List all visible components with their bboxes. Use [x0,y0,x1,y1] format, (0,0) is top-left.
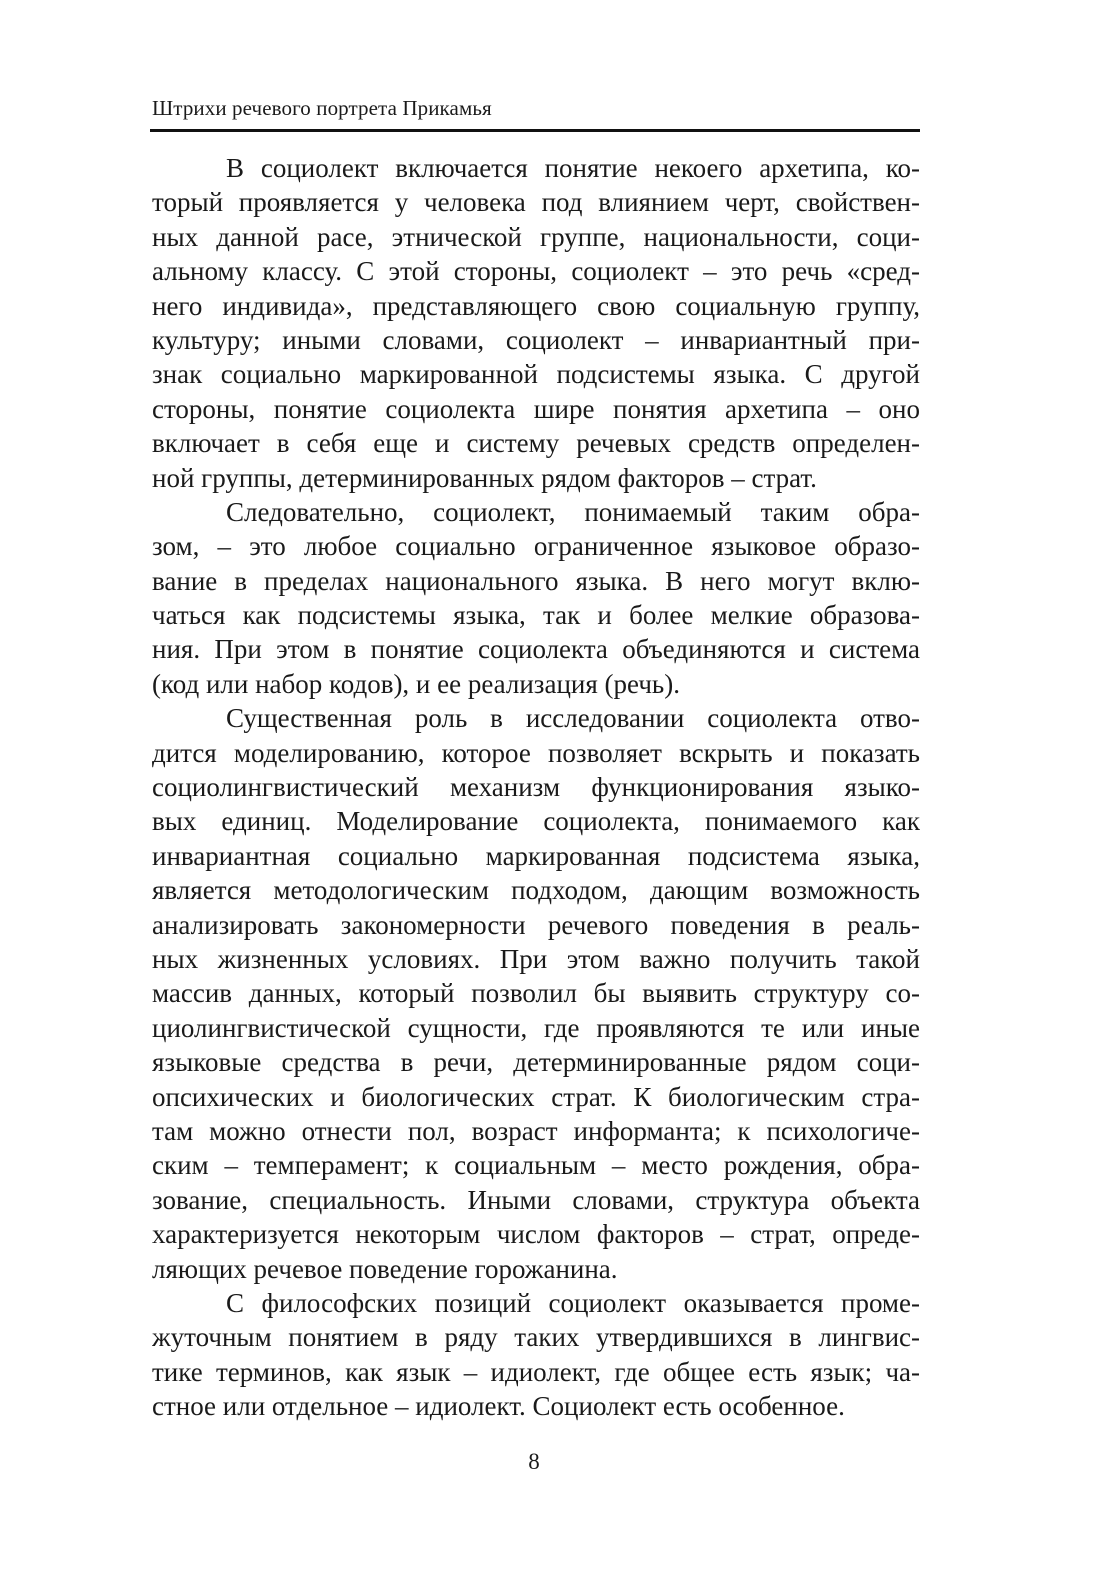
text-line: включает в себя еще и систему речевых средств определен- [152,428,920,459]
text-line: характеризуется некоторым числом факторов – страт, опреде- [152,1219,920,1250]
text-line: стороны, понятие социолекта шире понятия архетипа – оно [152,393,920,424]
text-line: анализировать закономерности речевого поведения в реаль- [152,909,920,940]
paragraph [152,1286,920,1424]
text-line: дится моделированию, которое позволяет вскрыть и показать [152,737,920,768]
page-number: 8 [528,1449,540,1474]
text-line: опсихических и биологических страт. К биологическим стра- [152,1081,920,1112]
text-line: социолингвистический механизм функционирования языко- [152,772,920,803]
text-line: ных жизненных условиях. При этом важно получить такой [152,943,920,974]
text-line: там можно отнести пол, возраст информанта; к психологиче- [152,1115,920,1146]
text-line: С философских позиций социолект оказывается проме- [226,1287,920,1318]
text-line: ных данной расе, этнической группе, национальности, соци- [152,221,920,252]
text-line: ляющих речевое поведение горожанина. [152,1253,618,1284]
text-line: зом, – это любое социально ограниченное языковое образо- [152,531,920,562]
text-line: альному классу. С этой стороны, социолект – это речь «сред- [152,256,920,287]
text-line: стное или отдельное – идиолект. Социолект есть особенное. [152,1391,845,1422]
text-line: культуру; иными словами, социолект – инвариантный при- [152,324,920,355]
text-line: тике терминов, как язык – идиолект, где общее есть язык; ча- [152,1356,920,1387]
text-line: ским – темперамент; к социальным – место рождения, обра- [152,1150,920,1181]
text-line: торый проявляется у человека под влиянием черт, свойствен- [152,187,920,218]
text-line: является методологическим подходом, дающим возможность [152,875,920,906]
text-line: Следовательно, социолект, понимаемый таким обра- [226,496,920,527]
text-line: чаться как подсистемы языка, так и более мелкие образова- [152,600,920,631]
text-line: инвариантная социально маркированная подсистема языка, [152,840,920,871]
text-line: зование, специальность. Иными словами, структура объекта [152,1184,920,1215]
text-line: вых единиц. Моделирование социолекта, понимаемого как [152,806,920,837]
body-text [152,151,920,1423]
text-line: знак социально маркированной подсистемы языка. С другой [152,359,920,390]
text-line: циолингвистической сущности, где проявляются те или иные [152,1012,920,1043]
text-line: массив данных, который позволил бы выявить структуру со- [152,978,920,1009]
text-line: жуточным понятием в ряду таких утвердившихся в лингвис- [152,1322,920,1353]
text-line: него индивида», представляющего свою социальную группу, [152,290,920,321]
running-header: Штрихи речевого портрета Прикамья [152,96,492,120]
text-line: Существенная роль в исследовании социолекта отво- [226,703,920,734]
text-line: ной группы, детерминированных рядом факторов – страт. [152,462,817,493]
paragraph [152,701,920,1286]
text-line: вание в пределах национального языка. В него могут вклю- [152,565,920,596]
paragraph [152,495,920,701]
text-line: В социолект включается понятие некоего архетипа, ко- [226,153,920,183]
paragraph [152,151,920,495]
text-line: ния. При этом в понятие социолекта объединяются и система [152,634,920,665]
header-rule [150,129,920,132]
text-line: (код или набор кодов), и ее реализация (речь). [152,668,680,699]
text-line: языковые средства в речи, детерминированные рядом соци- [152,1047,920,1078]
